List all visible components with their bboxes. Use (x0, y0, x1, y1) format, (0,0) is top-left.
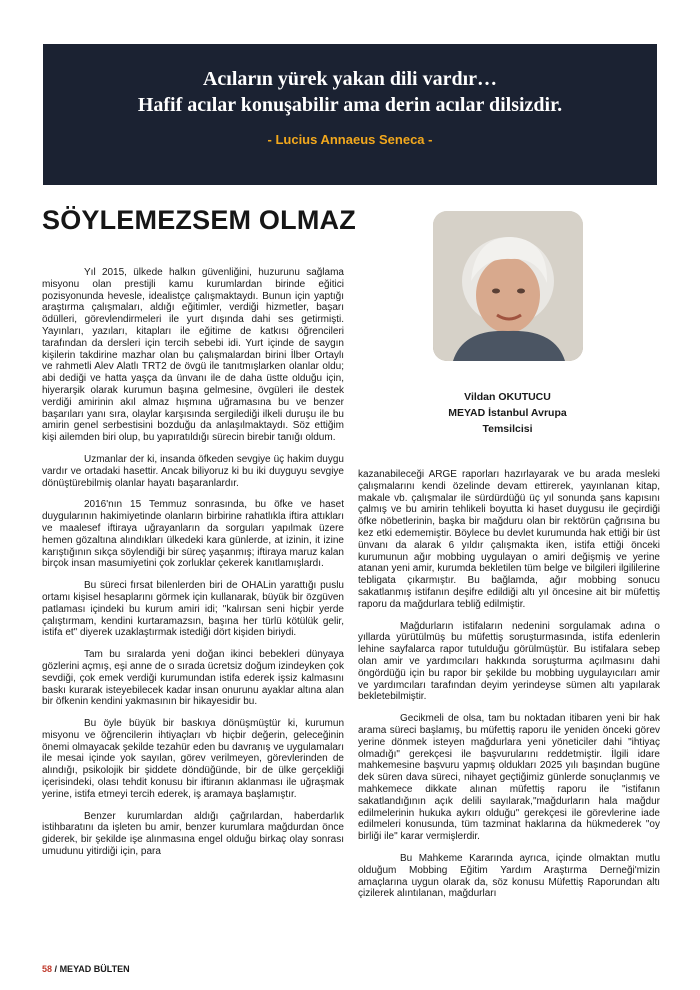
paragraph: Benzer kurumlardan aldığı çağrılardan, haberdarlık istihbaratını da işleten bu amir, benzer kurumlara mağdurdan önce giderek, bir şekilde işe alınmasına engel olduğu birkaç olay sonrası umudunu yitirdiği için, para (42, 810, 344, 858)
paragraph: kazanabileceği ARGE raporları hazırlayarak ve bu arada mesleki çalışmalarını kendi özelinde devam ettirerek, yayınlanan kitap, makale vb. çalışmalar ile sürdürdüğü üç yıl sonunda şans kapısını çalmış ve bu amirin tehlikeli boyutta ki haset duygusu ile geçirdiği öfke nöbetlerinin, başka bir mağduru olan bir rektörün çağrısına bu kez etki edememiştir. Böylece bu devlet kurumunda hak ettiği bir üst ünvanı da alarak 6 yıldır çalışmakta iken, istifa ettiği önceki kurumunun ağır mobbing uygulayan o amiri değişmiş ve yerine atanan yeni amir, kurumda bekletilen tüm belge ve bilgileri ilgililerine tebligata çıkarmıştır. Bu bağlamda, ağır mobbing sonucu sakatlanmış istifanın deşifre edildiği altı yıl öncesine ait bir müfettiş raporu da mağdurlara tebliğ edilmiştir. (358, 469, 660, 610)
author-name: Vildan OKUTUCU (464, 391, 551, 403)
quote-line-2: Hafif acılar konuşabilir ama derin acılar dilsizdir. (137, 94, 563, 116)
paragraph: Tam bu sıralarda yeni doğan ikinci bebekleri dünyaya gözlerini açmış, eşi anne de o sırada ücretsiz doğum izindeyken çok sevdiği, çok emek verdiği kurumundan istifa ederek işsiz kalmasını baskı kurarak isteyebilecek kadar insan onurunu ayaklar altına alan bir öfkenin kendini yakmasının bir hikayesidir bu. (42, 649, 344, 708)
paragraph: Uzmanlar der ki, insanda öfkeden sevgiye üç hakim duygu vardır ve ortadaki hasettir. Ancak biliyoruz ki bu iki duyguyu sevgiye dönüştürebilmiş olanlar hayatı başaranlardır. (42, 453, 344, 489)
quote-line-1: Acıların yürek yakan dili vardır… (202, 68, 498, 90)
footer-separator: / (54, 964, 58, 974)
paragraph: Yıl 2015, ülkede halkın güvenliğini, huzurunu sağlama misyonu olan prestijli kamu kurumlardan birinde eğitici pozisyonunda hevesle, idealistçe çalışmaktaydı. Bunun için yaptığı araştırma çalışmaları, aldığı eğitimler, verdiği hizmetler, başarı ödülleri, görevlendirmeleri ile yurt dışında dahi ses getirmişti. Yayınları, yazıları, kitapları ile eğitime de katkısı öğrencileri tarafından da dersleri için tercih sebebi idi. Yurt içinde de saygın kişilerin takdirine mazhar olan bu çalışmalardan birini İlber Ortaylı ve rahmetli Alev Alatlı TRT2 de övgü ile tanıtmışlarken olanlar oldu; abi dediği ve hatta yaşça da ünvanı ile de daha üstte olduğu için, hiyerarşik olarak kurumun başına gelmesine, övgüleri ile destek verdiği amirinin akıl almaz hışmına uğramasına bu ve benzer başarıları yanı sıra, olaylar karşısında sergilediği ilkeli duruşu ile bu amirin genel serbestisini bozduğu da anlaşılmaktaydı. Söz ettiğim kişi ailemden biri olup, bu yapıratıldığı sürecin birebir tanığı oldum. (42, 267, 344, 444)
author-role-line2: Temsilcisi (482, 423, 533, 435)
paragraph: Bu Mahkeme Kararında ayrıca, içinde olmaktan mutlu olduğum Mobbing Eğitim Yardım Araştırma Derneği'mizin amaçlarına uygun olarak da, söz konusu Müfettiş Raporundan altı çizilerek alıntılanan, mağdurları (358, 852, 660, 900)
page-number: 58 (42, 964, 53, 974)
article-column-right (358, 469, 660, 910)
publication-name: MEYAD BÜLTEN (59, 964, 130, 974)
author-credit (400, 389, 615, 437)
quote-author: - Lucius Annaeus Seneca - (267, 132, 433, 147)
paragraph: 2016'nın 15 Temmuz sonrasında, bu öfke ve haset duygularının hakimiyetinde olanların birbirine rahatlıkla iftira attıkları ve maalesef iftiraya uğrayanların da sorguları yapılmak üzere hemen gözaltına alındıkları ülkedeki kara günlerde, at izinin, it izine karıştığının sıkça söylendiği bir süreç yaşanmış; iftiraya maruz kalan birçok insan masumiyetini çok zorluklar çekerek kanıtlamışlardı. (42, 499, 344, 570)
paragraph: Bu öyle büyük bir baskıya dönüşmüştür ki, kurumun misyonu ve öğrencilerin ihtiyaçları vb hiçbir değerin, geleceğinin önemi olmayacak şekilde tezahür eden bu davranış ve uygulamaları ile mesai içinde yok sayılan, görev verilmeyen, görevlerinden de alındığı, psikolojik bir şiddete döndüğünde, bir de ülke gerçekliği içerisindeki, olası tehdit konusu bir iftiranın aklanması ile uğraşmak yerine, istifa etmeyi tercih ederek, iş aramaya başlamıştır. (42, 718, 344, 800)
article-title: SÖYLEMEZSEM OLMAZ (42, 205, 356, 235)
portrait-image (433, 211, 583, 361)
page-footer (42, 964, 130, 974)
quote-banner (43, 44, 657, 185)
article-column-left (42, 267, 344, 868)
paragraph: Gecikmeli de olsa, tam bu noktadan itibaren yeni bir hak arama süreci başlamış, bu müfettiş raporu ile yeniden önceki görev yerine dönmek isteyen mağdurlara yeni yöneticiler dahi "ihtiyaç olmadığı" gerekçesi ile başvurularını reddetmiştir. İlgili idare mahkemesine başvuru yapmış oldukları 2025 yılı başından bugüne dek süren dava süreci, nihayet geçtiğimiz günlerde sonuçlanmış ve mahkemece dikkate alınan müfettiş raporu ile "istifanın sakatlandığının açık delili sayılarak,"mağdurların hala mağdur edilmelerinin hukuka aykırı olduğu" gerekçesi ile görevlerine iade edilmeleri konusunda, tüm tazminat haklarına da hükmederek "oy birliği ile" karar vermişlerdir. (358, 713, 660, 843)
author-photo (433, 211, 583, 361)
paragraph: Mağdurların istifaların nedenini sorgulamak adına o yıllarda yürütülmüş bu müfettiş soruşturmasında, istifa edenlerin lehine sayfalarca rapor tutulduğu görülmüştür. Bu istifalara sebep olan amir ve yardımcıları hakkında soruşturma açılmasını dahi öngördüğü için bu rapor bir şekilde bu mobbing uygulayıcıları amir ve yardımcıları tarafından deyim yerindeyse sümen altı yapılarak bekletebilmiştir. (358, 620, 660, 703)
author-role: MEYAD İstanbul Avrupa (448, 407, 567, 419)
paragraph: Bu süreci fırsat bilenlerden biri de OHALin yarattığı puslu ortamı kişisel hesaplarını görmek için kullanarak, büyük bir özgüven patlaması içindeki bu kurum amiri idi; "kalırsan seni hiçbir yerde çalıştırmam, kendini kurtaramazsın, başına her türlü kötülük gelir, istifa et" diyerek uzaklaştırmak istediği dört kişiden biriydi. (42, 580, 344, 639)
